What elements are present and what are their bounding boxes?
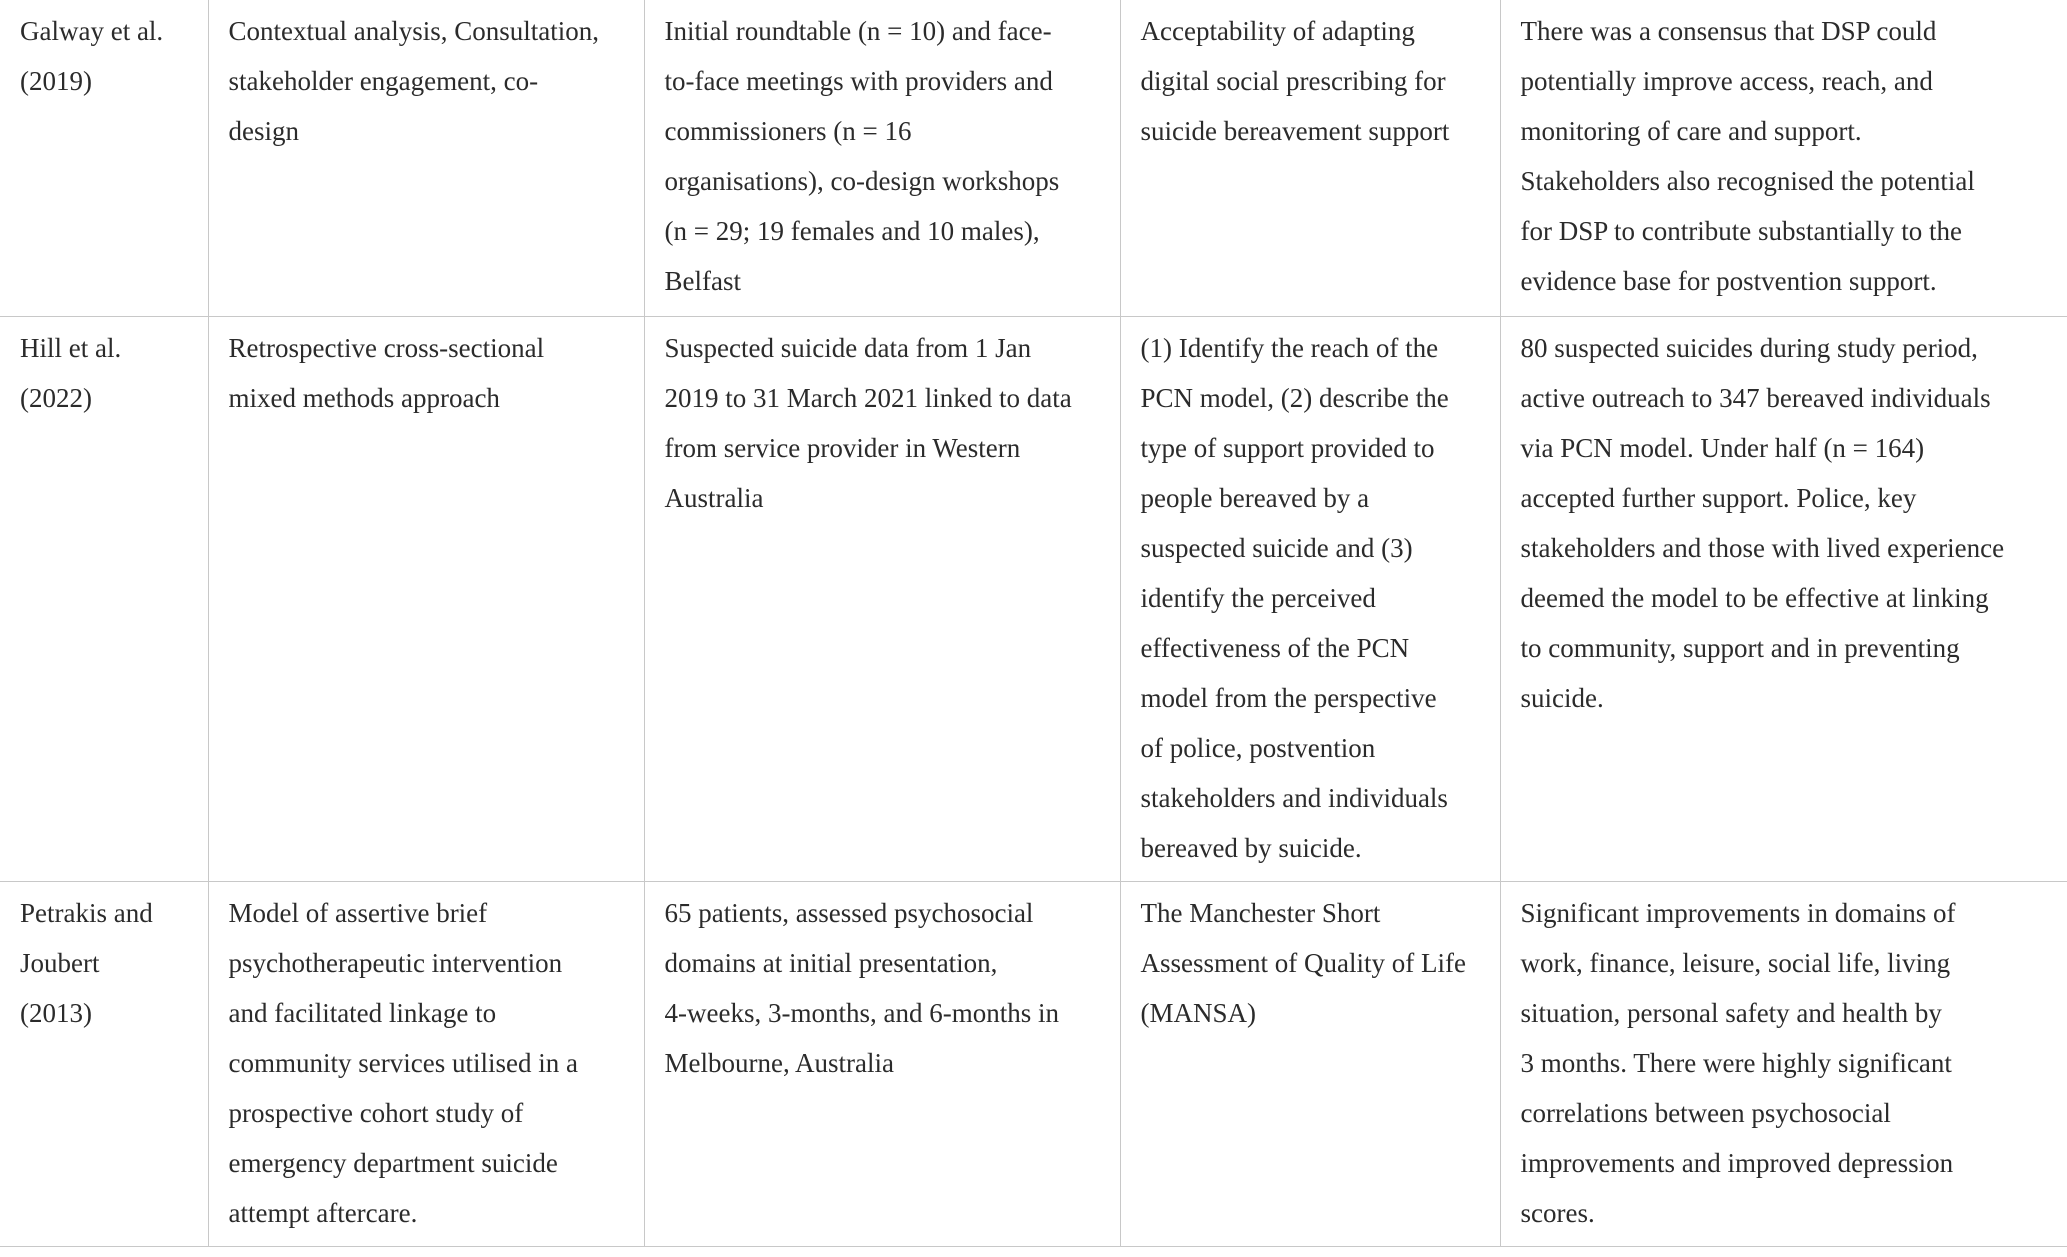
aim-text: The Manchester Short Assessment of Quality of Life (MANSA) bbox=[1140, 897, 1466, 1028]
findings-text: 80 suspected suicides during study period, active outreach to 347 bereaved individuals via PCN model. Under half (n = 164) accepted further support. Police, key stakeholders and those with lived experience deemed the model to be effective at linking to community, support and in preventing suicide. bbox=[1520, 332, 2005, 713]
method-text: Contextual analysis, Consultation, stakeholder engagement, co- design bbox=[228, 16, 599, 146]
table-row bbox=[0, 316, 2067, 881]
sample-cell bbox=[644, 0, 1120, 316]
aim-cell bbox=[1120, 881, 1500, 1246]
findings-cell bbox=[1500, 881, 2067, 1246]
findings-text: There was a consensus that DSP could potentially improve access, reach, and monitoring of care and support. Stakeholders also recognised the potential for DSP to contribute substantially to the evidence base for postvention support. bbox=[1520, 16, 1975, 296]
sample-text: Suspected suicide data from 1 Jan 2019 to 31 March 2021 linked to data from service provider in Western Australia bbox=[664, 332, 1072, 513]
findings-cell bbox=[1500, 0, 2067, 316]
study-cell bbox=[0, 316, 208, 881]
aim-cell bbox=[1120, 316, 1500, 881]
aim-text: (1) Identify the reach of the PCN model, (2) describe the type of support provided to people bereaved by a suspected suicide and (3) identify the perceived effectiveness of the PCN model from the perspective of police, postvention stakeholders and individuals bereaved by suicide. bbox=[1140, 332, 1449, 863]
aim-cell bbox=[1120, 0, 1500, 316]
study-cell bbox=[0, 0, 208, 316]
findings-cell bbox=[1500, 316, 2067, 881]
sample-cell bbox=[644, 316, 1120, 881]
findings-text: Significant improvements in domains of work, finance, leisure, social life, living situation, personal safety and health by 3 months. There were highly significant correlations between psychosocial improvements and improved depression scores. bbox=[1520, 897, 1956, 1228]
sample-text: 65 patients, assessed psychosocial domains at initial presentation, 4-weeks, 3-months, and 6-months in Melbourne, Australia bbox=[664, 897, 1059, 1078]
method-cell bbox=[208, 316, 644, 881]
study-text: Galway et al. (2019) bbox=[20, 16, 164, 96]
study-text: Hill et al. (2022) bbox=[20, 332, 122, 413]
study-text: Petrakis and Joubert (2013) bbox=[20, 897, 153, 1028]
study-cell bbox=[0, 881, 208, 1246]
sample-text: Initial roundtable (n = 10) and face- to-face meetings with providers and commissioners (n = 16 organisations), co-design workshops (n = 29; 19 females and 10 males), Belfast bbox=[664, 16, 1060, 296]
table-row bbox=[0, 0, 2067, 316]
method-cell bbox=[208, 881, 644, 1246]
method-text: Retrospective cross-sectional mixed methods approach bbox=[228, 332, 545, 413]
method-text: Model of assertive brief psychotherapeutic intervention and facilitated linkage to community services utilised in a prospective cohort study of emergency department suicide attempt aftercare. bbox=[228, 897, 578, 1228]
method-cell bbox=[208, 0, 644, 316]
aim-text: Acceptability of adapting digital social prescribing for suicide bereavement support bbox=[1140, 16, 1450, 146]
table-row bbox=[0, 881, 2067, 1246]
sample-cell bbox=[644, 881, 1120, 1246]
